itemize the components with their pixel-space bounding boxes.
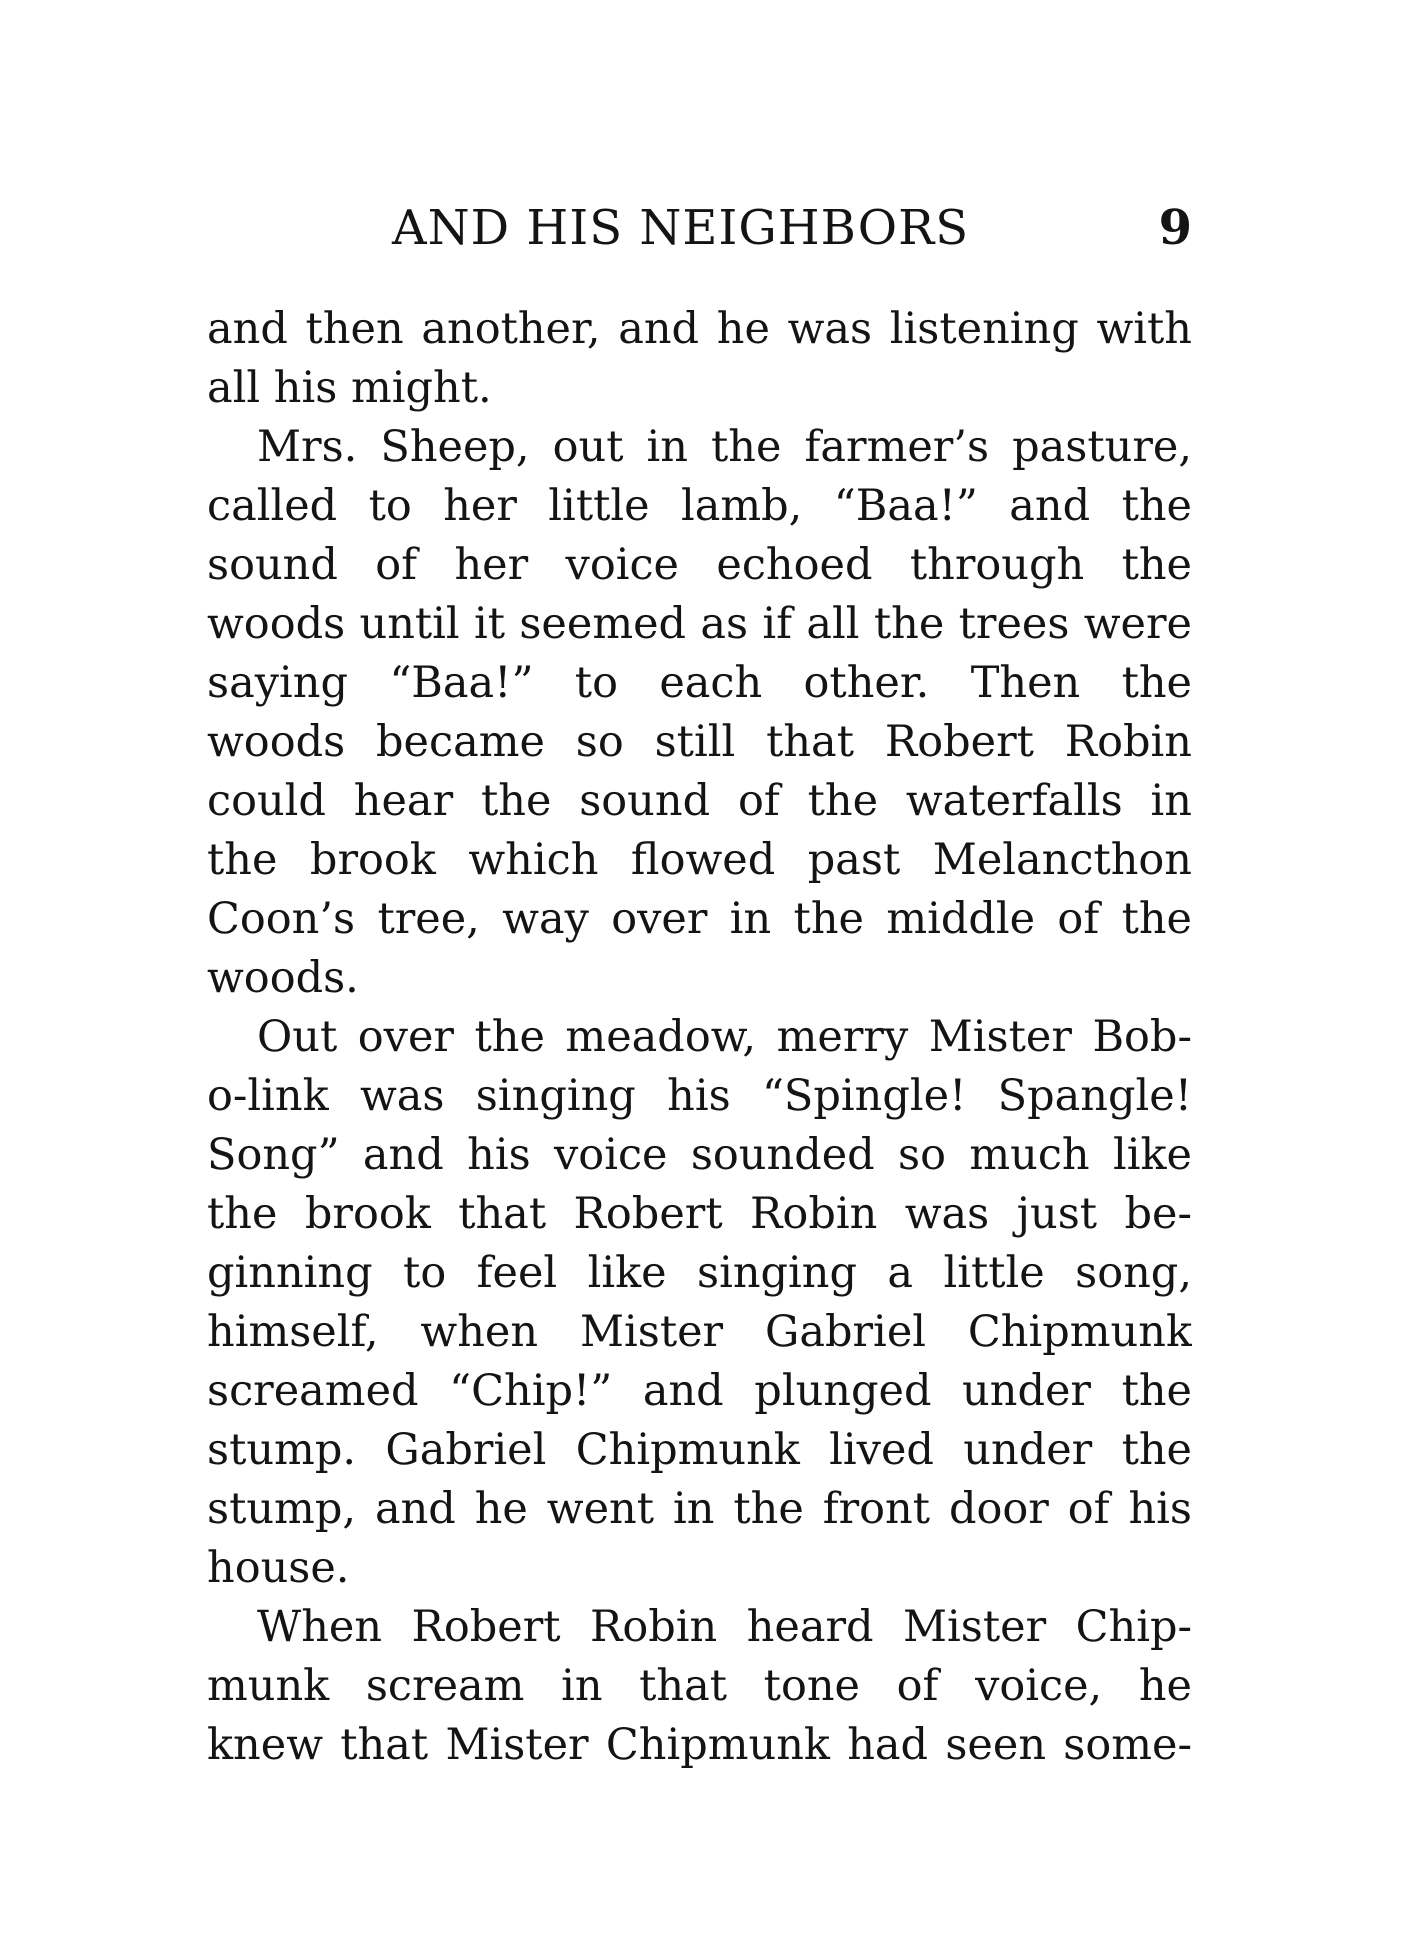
text-line: Coon’s tree, way over in the middle of the — [207, 894, 1192, 944]
text-line: ginning to feel like singing a little song, — [207, 1248, 1192, 1298]
text-line: the brook that Robert Robin was just be- — [207, 1189, 1192, 1239]
text-line: sound of her voice echoed through the — [207, 540, 1192, 590]
text-line: knew that Mister Chipmunk had seen some- — [207, 1720, 1192, 1770]
paragraph-3 — [207, 1008, 1192, 1598]
text-line: Song” and his voice sounded so much like — [207, 1130, 1192, 1180]
text-line: Out over the meadow, merry Mister Bob- — [257, 1012, 1192, 1062]
running-title: AND HIS NEIGHBORS — [392, 200, 970, 256]
text-line: stump. Gabriel Chipmunk lived under the — [207, 1425, 1192, 1475]
text-line: woods. — [207, 953, 359, 1003]
paragraph-1 — [207, 300, 1192, 418]
text-line: the brook which flowed past Melancthon — [207, 835, 1192, 885]
text-line: o-link was singing his “Spingle! Spangle! — [207, 1071, 1192, 1121]
text-line: saying “Baa!” to each other. Then the — [207, 658, 1192, 708]
text-line: woods became so still that Robert Robin — [207, 717, 1192, 767]
page-number: 9 — [1158, 200, 1192, 256]
text-line: could hear the sound of the waterfalls in — [207, 776, 1192, 826]
text-line: Mrs. Sheep, out in the farmer’s pasture, — [257, 422, 1192, 472]
text-line: stump, and he went in the front door of his — [207, 1484, 1192, 1534]
text-line: and then another, and he was listening with — [207, 304, 1192, 354]
body-text — [207, 300, 1192, 1775]
text-line: screamed “Chip!” and plunged under the — [207, 1366, 1192, 1416]
text-line: himself, when Mister Gabriel Chipmunk — [207, 1307, 1192, 1357]
running-head — [207, 200, 1192, 260]
paragraph-4 — [207, 1598, 1192, 1775]
text-line: munk scream in that tone of voice, he — [207, 1661, 1192, 1711]
text-line: woods until it seemed as if all the trees were — [207, 599, 1192, 649]
paragraph-2 — [207, 418, 1192, 1008]
text-line: When Robert Robin heard Mister Chip- — [257, 1602, 1192, 1652]
text-line: called to her little lamb, “Baa!” and the — [207, 481, 1192, 531]
text-line: all his might. — [207, 363, 492, 413]
text-line: house. — [207, 1543, 350, 1593]
